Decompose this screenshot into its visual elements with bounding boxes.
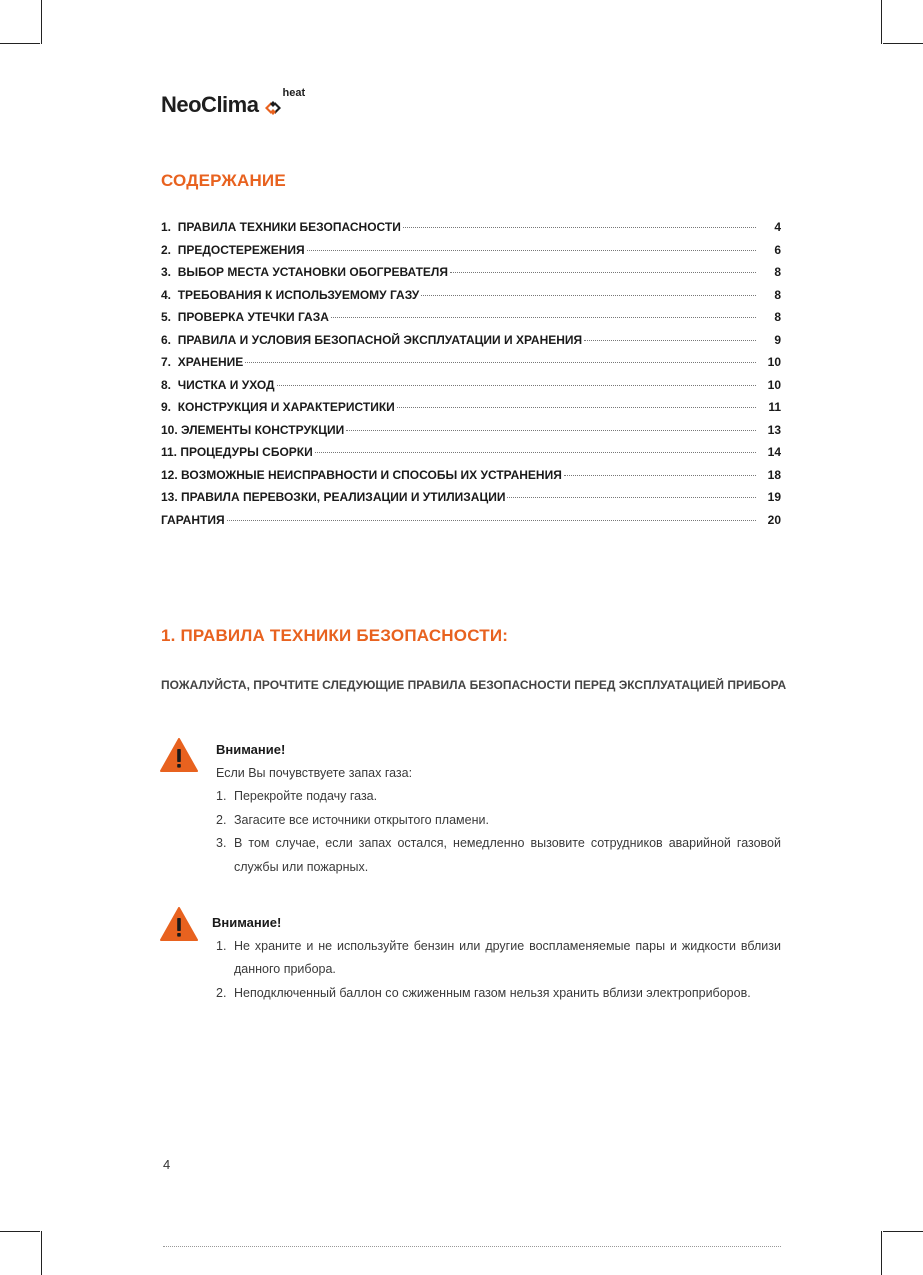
toc-leader <box>507 497 756 498</box>
toc-leader <box>564 475 756 476</box>
warning-intro: Если Вы почувствуете запах газа: <box>216 765 413 780</box>
toc-leader <box>584 340 756 341</box>
warning-item-text: В том случае, если запах остался, немедленно вызовите сотрудников аварийной газовой службы или пожарных. <box>234 836 781 874</box>
warning-item-number: 1. <box>216 938 227 953</box>
toc-entry-page: 6 <box>774 242 781 257</box>
toc-entry <box>161 288 781 311</box>
crop-mark <box>883 1231 923 1232</box>
toc-entry-number: 12. <box>161 467 182 482</box>
toc-leader <box>315 452 756 453</box>
warning-item <box>216 809 781 833</box>
toc-entry-page: 14 <box>767 445 781 459</box>
crop-mark <box>0 43 40 44</box>
warning-item-number: 3. <box>216 836 227 850</box>
warning-block <box>216 738 781 879</box>
toc-leader <box>245 362 756 363</box>
warning-triangle-icon <box>160 738 198 772</box>
toc-entry-title: ПРАВИЛА ТЕХНИКИ БЕЗОПАСНОСТИ <box>177 220 401 234</box>
footer-divider <box>163 1246 781 1247</box>
toc-entry <box>161 468 781 491</box>
toc-entry-title: ЭЛЕМЕНТЫ КОНСТРУКЦИИ <box>181 422 345 437</box>
toc-entry-title: КОНСТРУКЦИЯ И ХАРАКТЕРИСТИКИ <box>177 400 395 414</box>
toc-entry-title: ВЫБОР МЕСТА УСТАНОВКИ ОБОГРЕВАТЕЛЯ <box>177 265 448 279</box>
toc-entry <box>161 400 781 423</box>
warning-item-number: 2. <box>216 812 227 827</box>
toc-entry-number: 6. <box>161 332 178 347</box>
toc-entry <box>161 355 781 378</box>
brand-suffix: heat <box>282 87 306 99</box>
warning-triangle-icon <box>160 907 198 941</box>
warning-heading: Внимание! <box>216 742 286 757</box>
toc-entry-page: 20 <box>767 512 781 527</box>
toc-title: СОДЕРЖАНИЕ <box>161 171 286 190</box>
toc-leader <box>227 520 756 521</box>
toc-entry <box>161 333 781 356</box>
toc-entry <box>161 220 781 243</box>
toc-entry-number: 3. <box>161 265 178 279</box>
toc-entry-number: 10. <box>161 422 182 437</box>
toc-entry <box>161 490 781 513</box>
toc-entry-page: 11 <box>768 400 781 414</box>
toc-entry-number: 7. <box>161 355 178 369</box>
toc-entry <box>161 310 781 333</box>
toc-leader <box>397 407 756 408</box>
toc-leader <box>331 317 756 318</box>
warning-block <box>212 911 781 1005</box>
warning-item <box>216 982 781 1006</box>
warning-item-number: 1. <box>216 789 227 803</box>
crop-mark <box>881 0 882 44</box>
brand-name: NeoClima <box>161 92 259 117</box>
toc-entry-number: 8. <box>161 377 178 392</box>
toc-leader <box>307 250 756 251</box>
crop-mark <box>881 1231 882 1275</box>
toc-entry-title: ПРАВИЛА ПЕРЕВОЗКИ, РЕАЛИЗАЦИИ И УТИЛИЗАЦИИ <box>181 490 506 504</box>
toc-entry-title: ХРАНЕНИЕ <box>177 355 244 369</box>
toc-entry-page: 18 <box>767 467 781 482</box>
toc-entry-page: 13 <box>767 422 781 437</box>
toc-entry-page: 19 <box>767 490 781 504</box>
toc-entry-title: ТРЕБОВАНИЯ К ИСПОЛЬЗУЕМОМУ ГАЗУ <box>177 287 420 302</box>
toc-entry-number: 2. <box>161 242 178 257</box>
toc-entry-page: 10 <box>767 377 781 392</box>
toc-entry <box>161 265 781 288</box>
warning-item-text: Неподключенный баллон со сжиженным газом нельзя хранить вблизи электроприборов. <box>234 985 751 1000</box>
warning-item-text: Загасите все источники открытого пламени. <box>234 812 489 827</box>
crop-mark <box>0 1231 40 1232</box>
warning-item <box>216 935 781 982</box>
warning-item-number: 2. <box>216 985 227 1000</box>
crop-mark <box>41 0 42 44</box>
toc-entry-title: ВОЗМОЖНЫЕ НЕИСПРАВНОСТИ И СПОСОБЫ ИХ УСТРАНЕНИЯ <box>181 467 562 482</box>
section-subtitle: ПОЖАЛУЙСТА, ПРОЧТИТЕ СЛЕДУЮЩИЕ ПРАВИЛА БЕЗОПАСНОСТИ ПЕРЕД ЭКСПЛУАТАЦИЕЙ ПРИБОРА <box>161 678 787 692</box>
toc-entry-title: ПРАВИЛА И УСЛОВИЯ БЕЗОПАСНОЙ ЭКСПЛУАТАЦИИ И ХРАНЕНИЯ <box>177 332 583 347</box>
toc-entry-number: 5. <box>161 310 178 324</box>
warning-item <box>216 785 781 809</box>
warning-item <box>216 832 781 879</box>
toc-entry-page: 8 <box>774 310 781 324</box>
page-number: 4 <box>163 1157 171 1172</box>
toc-leader <box>346 430 756 431</box>
toc-entry-number: 9. <box>161 400 178 414</box>
warning-item-text: Перекройте подачу газа. <box>234 789 378 803</box>
toc-entry-title: ПРОЦЕДУРЫ СБОРКИ <box>180 445 313 459</box>
warning-list <box>216 785 781 879</box>
toc-entry <box>161 423 781 446</box>
toc-entry-number: 11. <box>161 445 181 459</box>
toc-entry-title: ПРОВЕРКА УТЕЧКИ ГАЗА <box>177 310 329 324</box>
toc-leader <box>421 295 756 296</box>
toc-entry-page: 4 <box>774 220 781 234</box>
toc-entry-number: 4. <box>161 287 178 302</box>
diamond-arrows-icon <box>263 100 283 116</box>
brand-mark <box>263 88 309 118</box>
toc-entry-title: ГАРАНТИЯ <box>161 512 225 527</box>
toc-entry-title: ЧИСТКА И УХОД <box>177 377 275 392</box>
warning-item-text: Не храните и не используйте бензин или другие воспламеняемые пары и жидкости вблизи данного прибора. <box>234 938 781 976</box>
toc-leader <box>403 227 756 228</box>
toc-entry-title: ПРЕДОСТЕРЕЖЕНИЯ <box>177 242 305 257</box>
toc-leader <box>450 272 756 273</box>
toc-entry-page: 9 <box>774 332 781 347</box>
toc-entry-page: 8 <box>774 265 781 279</box>
toc-entry <box>161 513 781 536</box>
section-title: 1. ПРАВИЛА ТЕХНИКИ БЕЗОПАСНОСТИ: <box>161 626 509 645</box>
toc-list <box>161 220 781 535</box>
crop-mark <box>41 1231 42 1275</box>
toc-leader <box>277 385 756 386</box>
toc-entry-number: 1. <box>161 220 178 234</box>
toc-entry-page: 10 <box>767 355 781 369</box>
toc-entry <box>161 243 781 266</box>
toc-entry-number: 13. <box>161 490 182 504</box>
warning-heading: Внимание! <box>212 915 282 930</box>
warning-list <box>216 935 781 1006</box>
toc-entry-page: 8 <box>774 287 781 302</box>
toc-entry <box>161 445 781 468</box>
brand-logo <box>161 84 309 118</box>
crop-mark <box>883 43 923 44</box>
toc-entry <box>161 378 781 401</box>
